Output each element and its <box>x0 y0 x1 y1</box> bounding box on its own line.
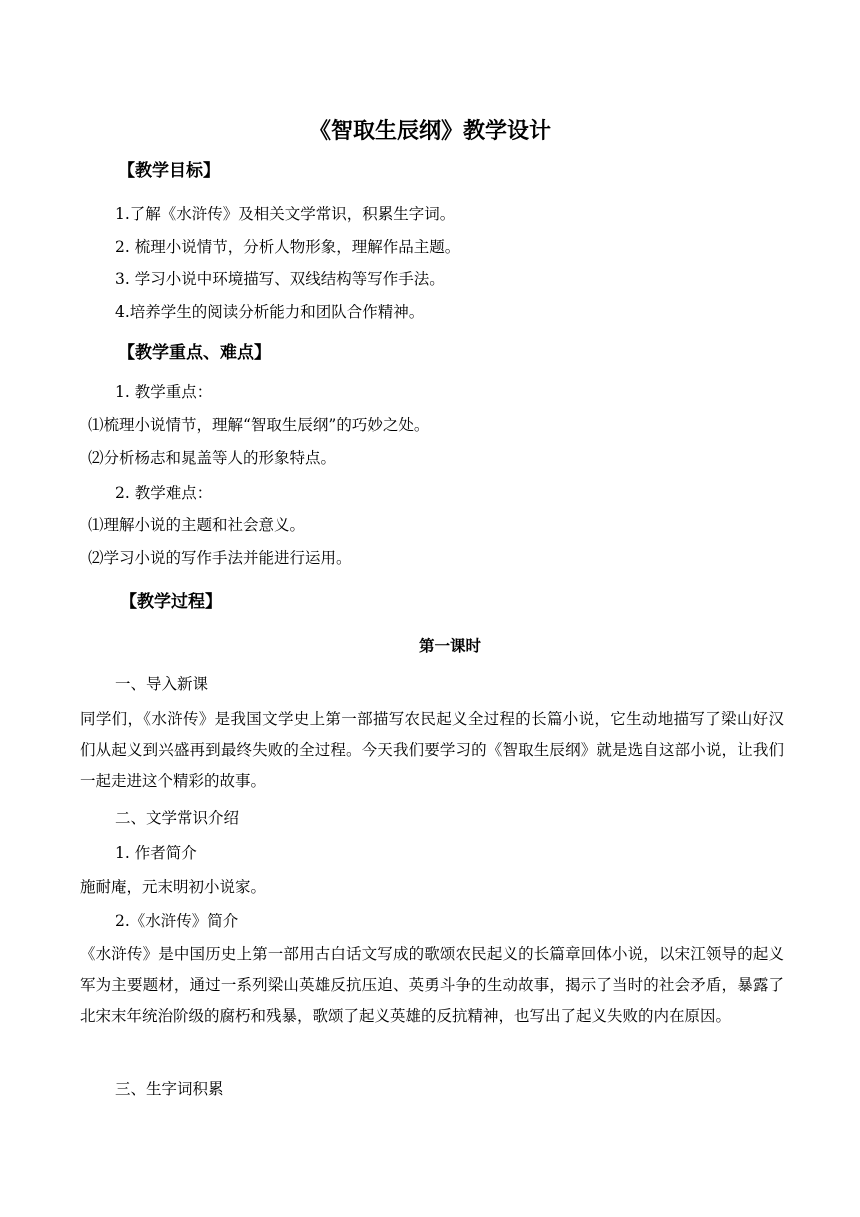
focus-item-1: ⑴梳理小说情节，理解“智取生辰纲”的巧妙之处。 <box>88 416 430 434</box>
book-paragraph: 《水浒传》是中国历史上第一部用古白话文写成的歌颂农民起义的长篇章回体小说，以宋江领导的起义军为主要题材，通过一系列梁山英雄反抗压迫、英勇斗争的生动故事，揭示了当时的社会矛盾，暴露了北宋末年统治阶级的腐朽和残暴，歌颂了起义英雄的反抗精神，也写出了起义失败的内在原因。 <box>80 945 784 1025</box>
section1-title: 一、导入新课 <box>115 675 209 693</box>
difficulty-label: 2. 教学难点： <box>115 484 213 502</box>
book-label: 2.《水浒传》简介 <box>115 912 239 930</box>
objectives-heading: 【教学目标】 <box>118 161 220 181</box>
focus-label: 1. 教学重点： <box>115 383 213 401</box>
difficulty-item-1: ⑴理解小说的主题和社会意义。 <box>88 516 306 534</box>
lesson-title: 第一课时 <box>418 636 481 655</box>
objective-item-1: 1.了解《水浒传》及相关文学常识，积累生字词。 <box>115 205 456 223</box>
objective-item-2: 2. 梳理小说情节，分析人物形象，理解作品主题。 <box>115 238 461 256</box>
section3-title: 三、生字词积累 <box>115 1080 224 1098</box>
objective-item-4: 4.培养学生的阅读分析能力和团队合作精神。 <box>115 303 425 321</box>
objective-item-3: 3. 学习小说中环境描写、双线结构等写作手法。 <box>115 270 445 288</box>
process-heading: 【教学过程】 <box>120 592 222 612</box>
key-points-heading: 【教学重点、难点】 <box>118 343 271 363</box>
document-title: 《智取生辰纲》教学设计 <box>308 118 551 144</box>
section1-paragraph: 同学们，《水浒传》是我国文学史上第一部描写农民起义全过程的长篇小说，它生动地描写了梁山好汉们从起义到兴盛再到最终失败的全过程。今天我们要学习的《智取生辰纲》就是选自这部小说，让我们一起走进这个精彩的故事。 <box>80 710 784 790</box>
section2-title: 二、文学常识介绍 <box>115 809 240 827</box>
focus-item-2: ⑵分析杨志和晁盖等人的形象特点。 <box>88 449 337 467</box>
author-text: 施耐庵，元末明初小说家。 <box>80 878 267 896</box>
author-label: 1. 作者简介 <box>115 844 197 862</box>
difficulty-item-2: ⑵学习小说的写作手法并能进行运用。 <box>88 549 352 567</box>
